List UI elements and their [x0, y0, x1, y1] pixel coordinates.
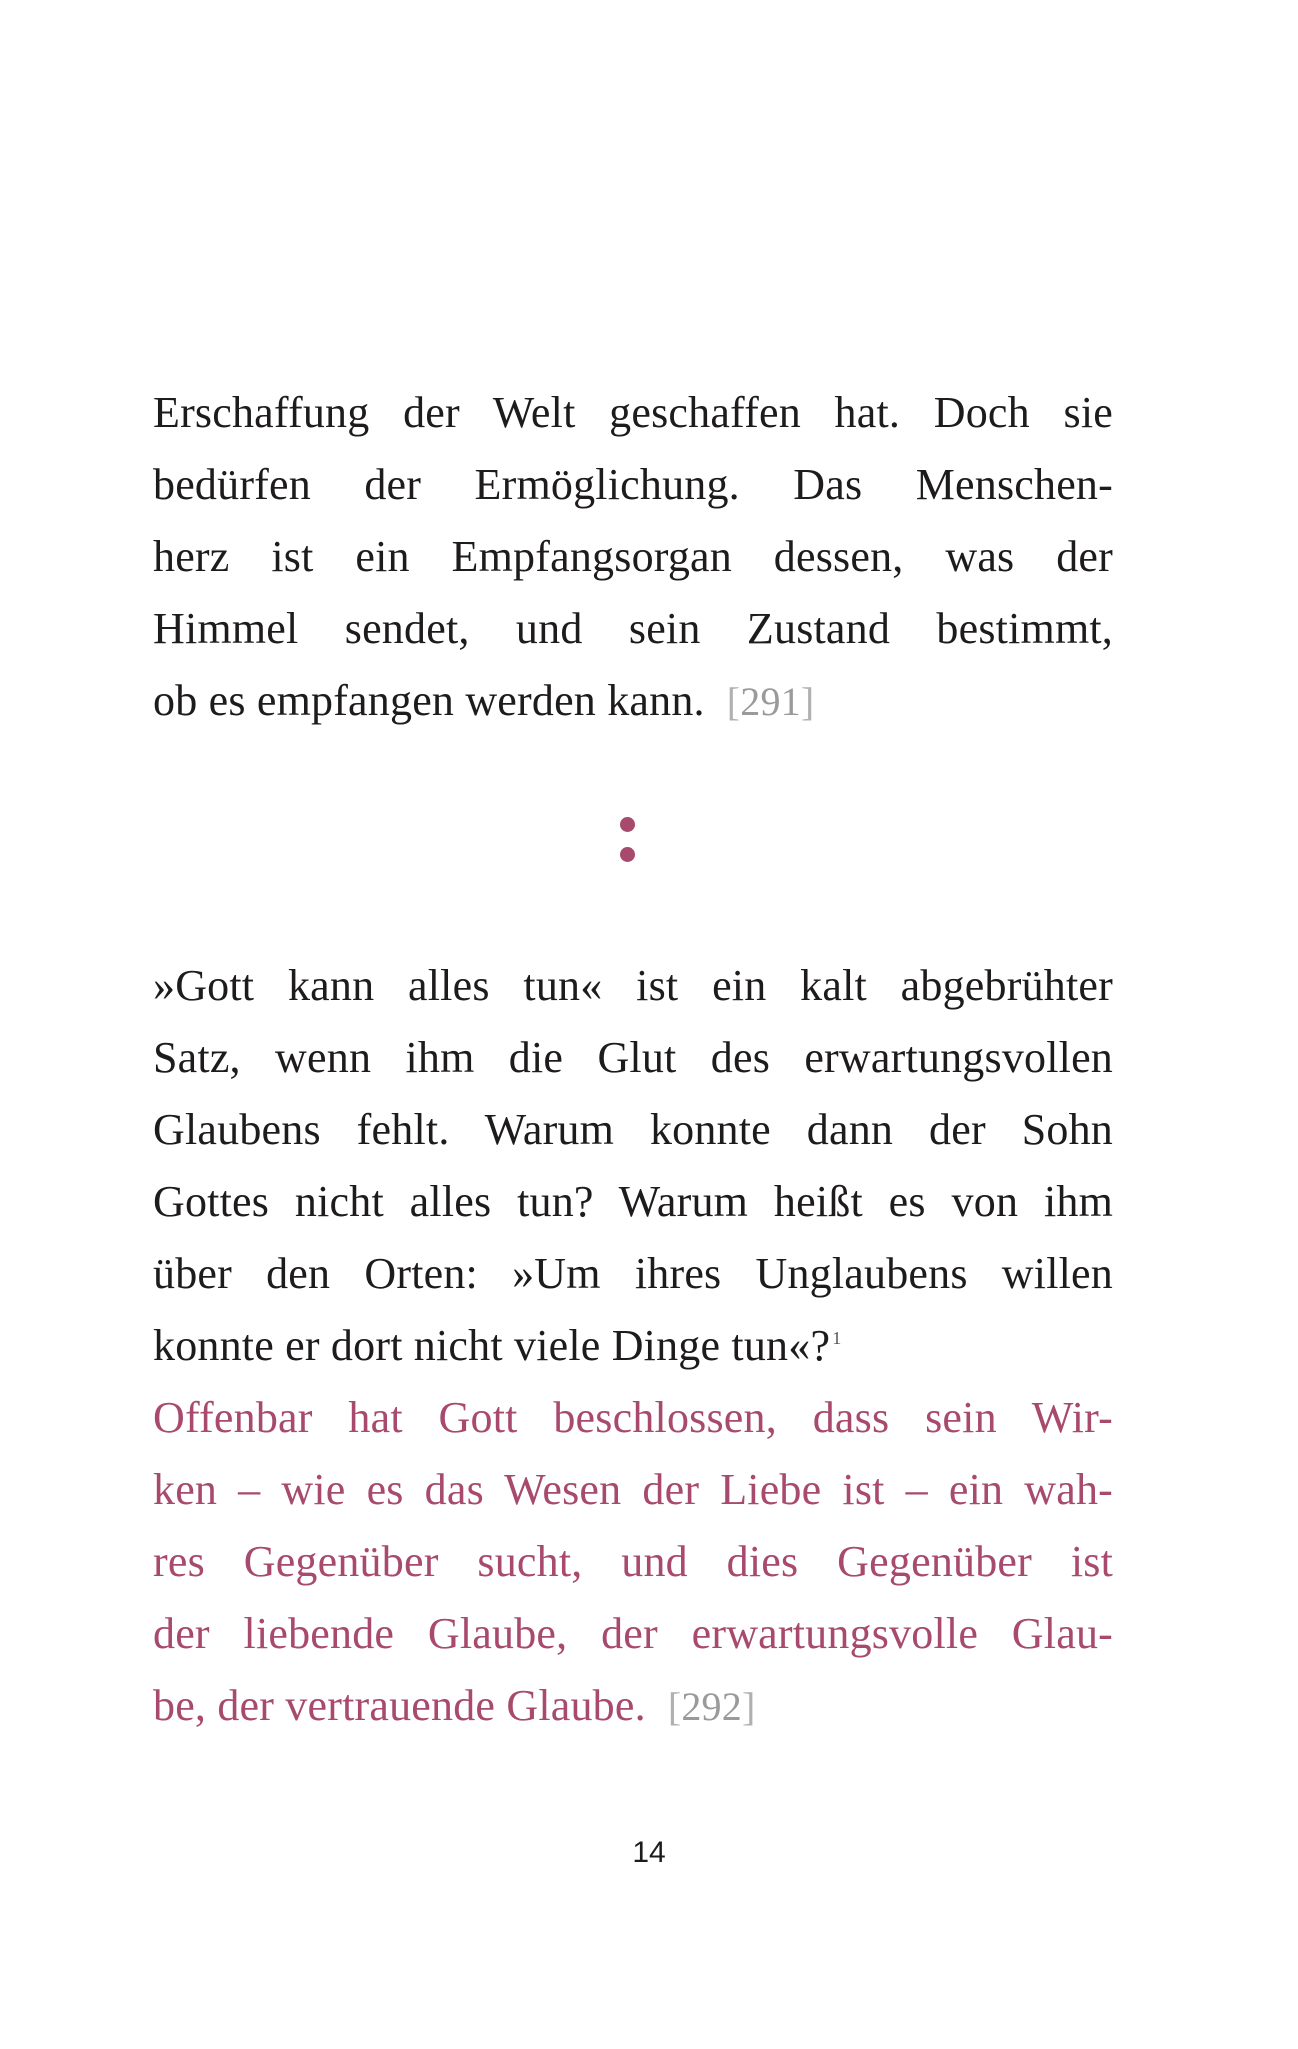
paragraph-292-highlight — [153, 1382, 1113, 1742]
ornament-dot-top — [620, 817, 635, 832]
text-line-last — [153, 1310, 1113, 1382]
text-line: Himmel sendet, und sein Zustand bestimmt, — [153, 604, 1113, 653]
text-line-last — [153, 665, 1113, 737]
paragraph-291 — [153, 377, 1113, 737]
footnote-marker[interactable]: 1 — [832, 1328, 842, 1349]
paragraph-292 — [153, 950, 1113, 1382]
text-line: Gottes nicht alles tun? Warum heißt es von ihm — [153, 1177, 1113, 1226]
highlight-line-content: be, der vertrauende Glaube. — [153, 1681, 646, 1730]
highlight-line: Offenbar hat Gott beschlossen, dass sein Wir- — [153, 1393, 1113, 1442]
reference-value: 291 — [740, 679, 801, 724]
text-line: »Gott kann alles tun« ist ein kalt abgebrühter — [153, 961, 1113, 1010]
text-line: herz ist ein Empfangsorgan dessen, was der — [153, 532, 1113, 581]
highlight-line-last — [153, 1670, 1113, 1742]
text-line: über den Orten: »Um ihres Unglaubens willen — [153, 1249, 1113, 1298]
colon-ornament-icon — [620, 817, 636, 865]
page-number: 14 — [632, 1836, 666, 1869]
text-line: Satz, wenn ihm die Glut des erwartungsvollen — [153, 1033, 1113, 1082]
highlight-line: der liebende Glaube, der erwartungsvolle Glau- — [153, 1609, 1113, 1658]
text-line: Glaubens fehlt. Warum konnte dann der Sohn — [153, 1105, 1113, 1154]
text-line: bedürfen der Ermöglichung. Das Menschen- — [153, 460, 1113, 509]
highlight-line: ken – wie es das Wesen der Liebe ist – ein wah- — [153, 1465, 1113, 1514]
text-line-content: konnte er dort nicht viele Dinge tun«? — [153, 1321, 831, 1370]
reference-number-292: [292] — [667, 1684, 756, 1729]
ornament-dot-bottom — [620, 847, 635, 862]
reference-number-291: [291] — [726, 679, 815, 724]
text-line: Erschaffung der Welt geschaffen hat. Doch sie — [153, 388, 1113, 437]
reference-value: 292 — [681, 1684, 742, 1729]
text-line-content: ob es empfangen werden kann. — [153, 676, 705, 725]
highlight-line: res Gegenüber sucht, und dies Gegenüber ist — [153, 1537, 1113, 1586]
